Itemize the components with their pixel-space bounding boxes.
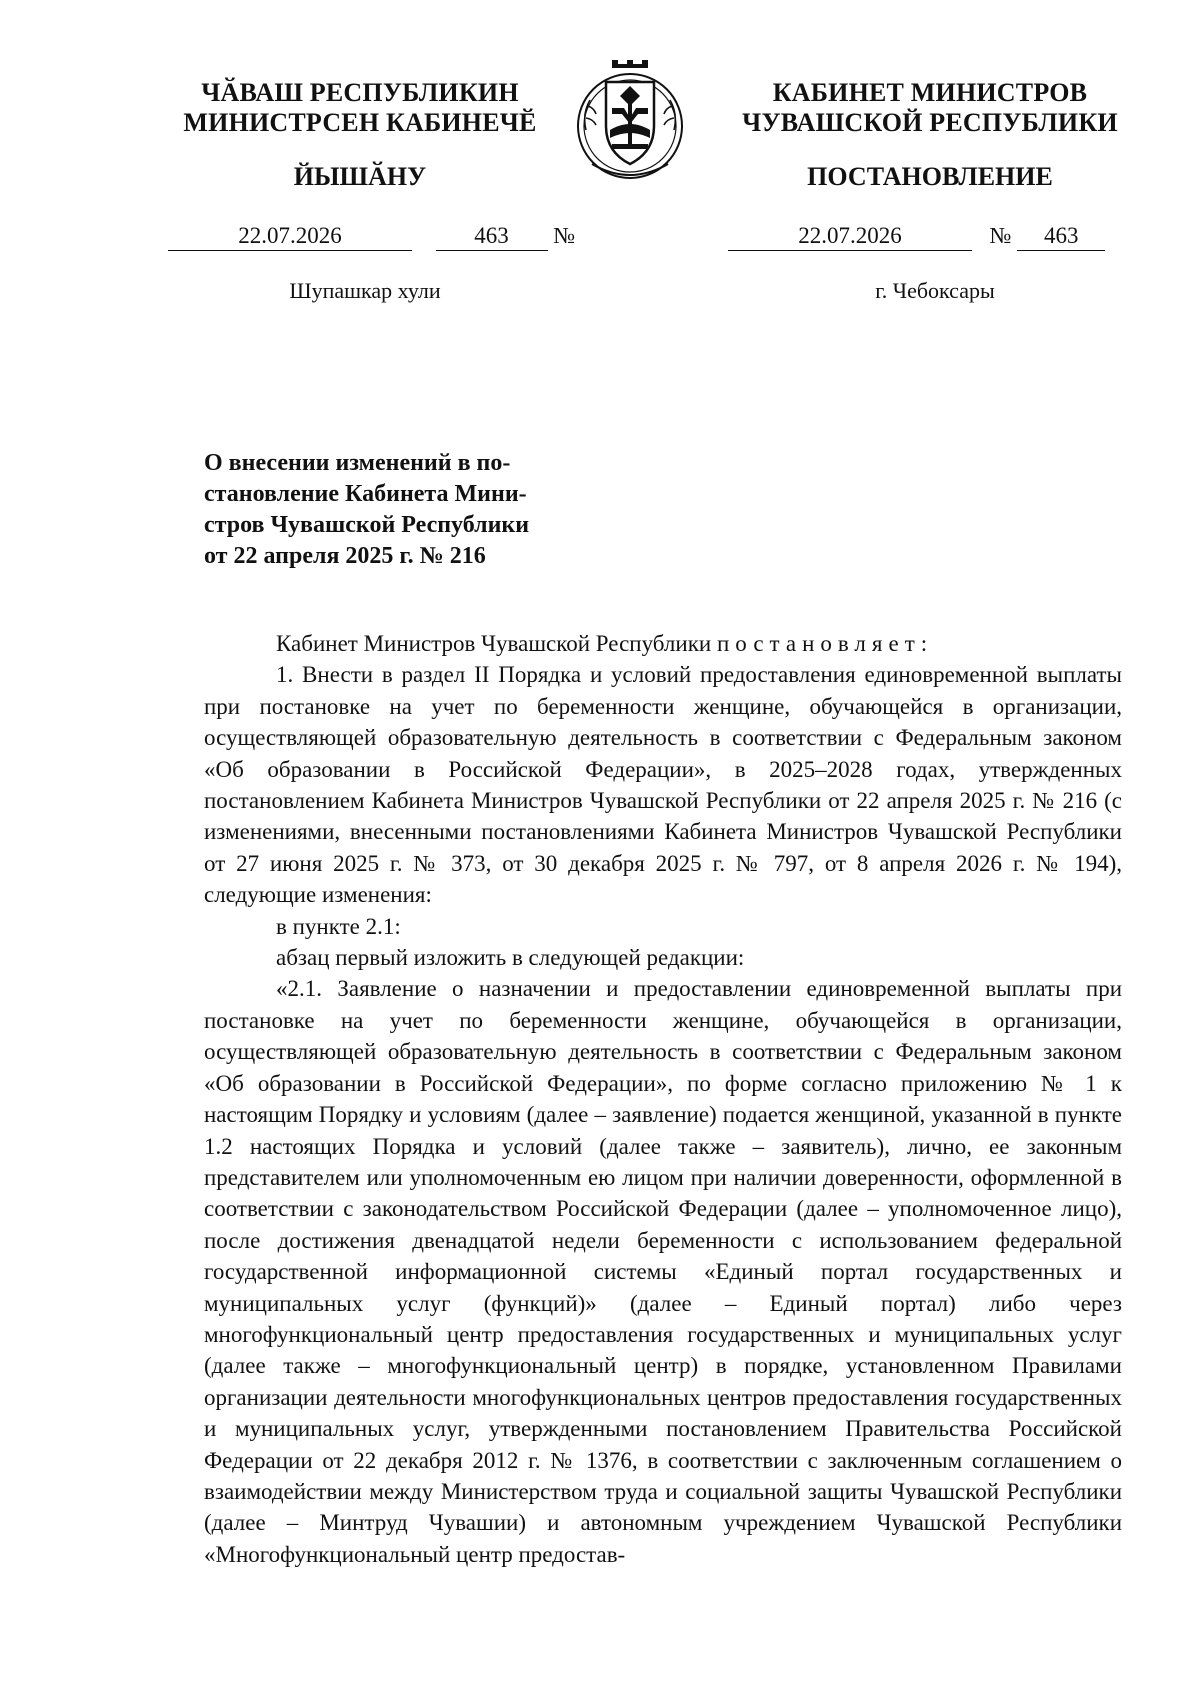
left-number-sign: № [553,223,576,248]
left-title-line1: ЧӐВАШ РЕСПУБЛИКИН [201,78,519,107]
subject-line2: становление Кабинета Мини- [204,481,527,507]
paragraph-2: в пункте 2.1: [276,913,401,939]
subject-line1: О внесении изменений в по- [204,450,511,476]
coat-of-arms-icon [572,60,688,186]
paragraph-4: «2.1. Заявление о назначении и предоставлении единовременной выплаты при постановке на учет по беременности женщине, обучающейся в организации, осуществляющей образовательную деятельность в соответствии с Федеральным законом «Об образовании в Российской Федерации», по форме согласно приложению № 1 к настоящим Порядку и условиям (далее – заявление) подается женщиной, указанной в пункте 1.2 настоящих Порядка и условий (далее также – заявитель), лично, ее законным представителем или уполномоченным ею лицом при наличии доверенности, оформленной в соответствии с законодательством Российской Федерации (далее – уполномоченное лицо), после достижения двенадцатой недели беременности с использованием федеральной государственной информационной системы «Единый портал государственных и муниципальных услуг (функций)» (далее – Единый портал) либо через многофункциональный центр предоставления государственных и муниципальных услуг (далее также – многофункциональный центр) в порядке, установленном Правилами организации деятельности многофункциональных центров предоставления государственных и муниципальных услуг, утвержденными постановлением Правительства Российской Федерации от 22 декабря 2012 г. № 1376, в соответствии с заключенным соглашением о взаимодействии между Министерством труда и социальной защиты Чувашской Республики (далее – Минтруд Чувашии) и автономным учреждением Чувашской Республики «Многофункциональный центр предостав- [204,976,1122,1567]
document-subject [204,448,576,572]
subject-line4: от 22 апреля 2025 г. № 216 [204,543,486,569]
right-header-title [720,78,1140,138]
right-date-number-line [728,222,1105,251]
document-body [204,628,1122,1570]
right-doc-type: ПОСТАНОВЛЕНИЕ [807,162,1053,191]
right-date: 22.07.2026 [728,222,972,251]
left-header-title [160,78,560,138]
right-title-line2: ЧУВАШСКОЙ РЕСПУБЛИКИ [742,108,1118,137]
intro-paragraph [204,628,1122,659]
paragraph-3: абзац первый изложить в следующей редакции: [276,945,745,971]
intro-text: Кабинет Министров Чувашской Республики [276,631,717,656]
subject-line3: стров Чувашской Республики [204,512,530,538]
left-date: 22.07.2026 [168,222,412,251]
paragraph-1: 1. Внести в раздел II Порядка и условий предоставления единовременной выплаты при постановке на учет по беременности женщине, обучающейся в организации, осуществляющей образовательную деятельность в соответствии с Федеральным законом «Об образовании в Российской Федерации», в 2025–2028 годах, утвержденных постановлением Кабинета Министров Чувашской Республики от 22 апреля 2025 г. № 216 (с изменениями, внесенными постановлениями Кабинета Министров Чувашской Республики от 27 июня 2025 г. № 373, от 30 декабря 2025 г. № 797, от 8 апреля 2026 г. № 194), следующие изменения: [204,662,1122,908]
left-title-line2: МИНИСТРСЕН КАБИНЕЧӖ [183,108,537,137]
right-title-line1: КАБИНЕТ МИНИСТРОВ [772,78,1088,107]
right-place: г. Чебоксары [875,278,995,303]
left-number: 463 [436,222,548,251]
right-number-sign: № [989,223,1012,248]
left-date-number-line [168,222,575,251]
left-place: Шупашкар хули [289,278,441,303]
right-number: 463 [1017,222,1105,251]
intro-verb: постановляет: [716,631,934,656]
left-doc-type: ЙЫШӐНУ [293,162,427,191]
